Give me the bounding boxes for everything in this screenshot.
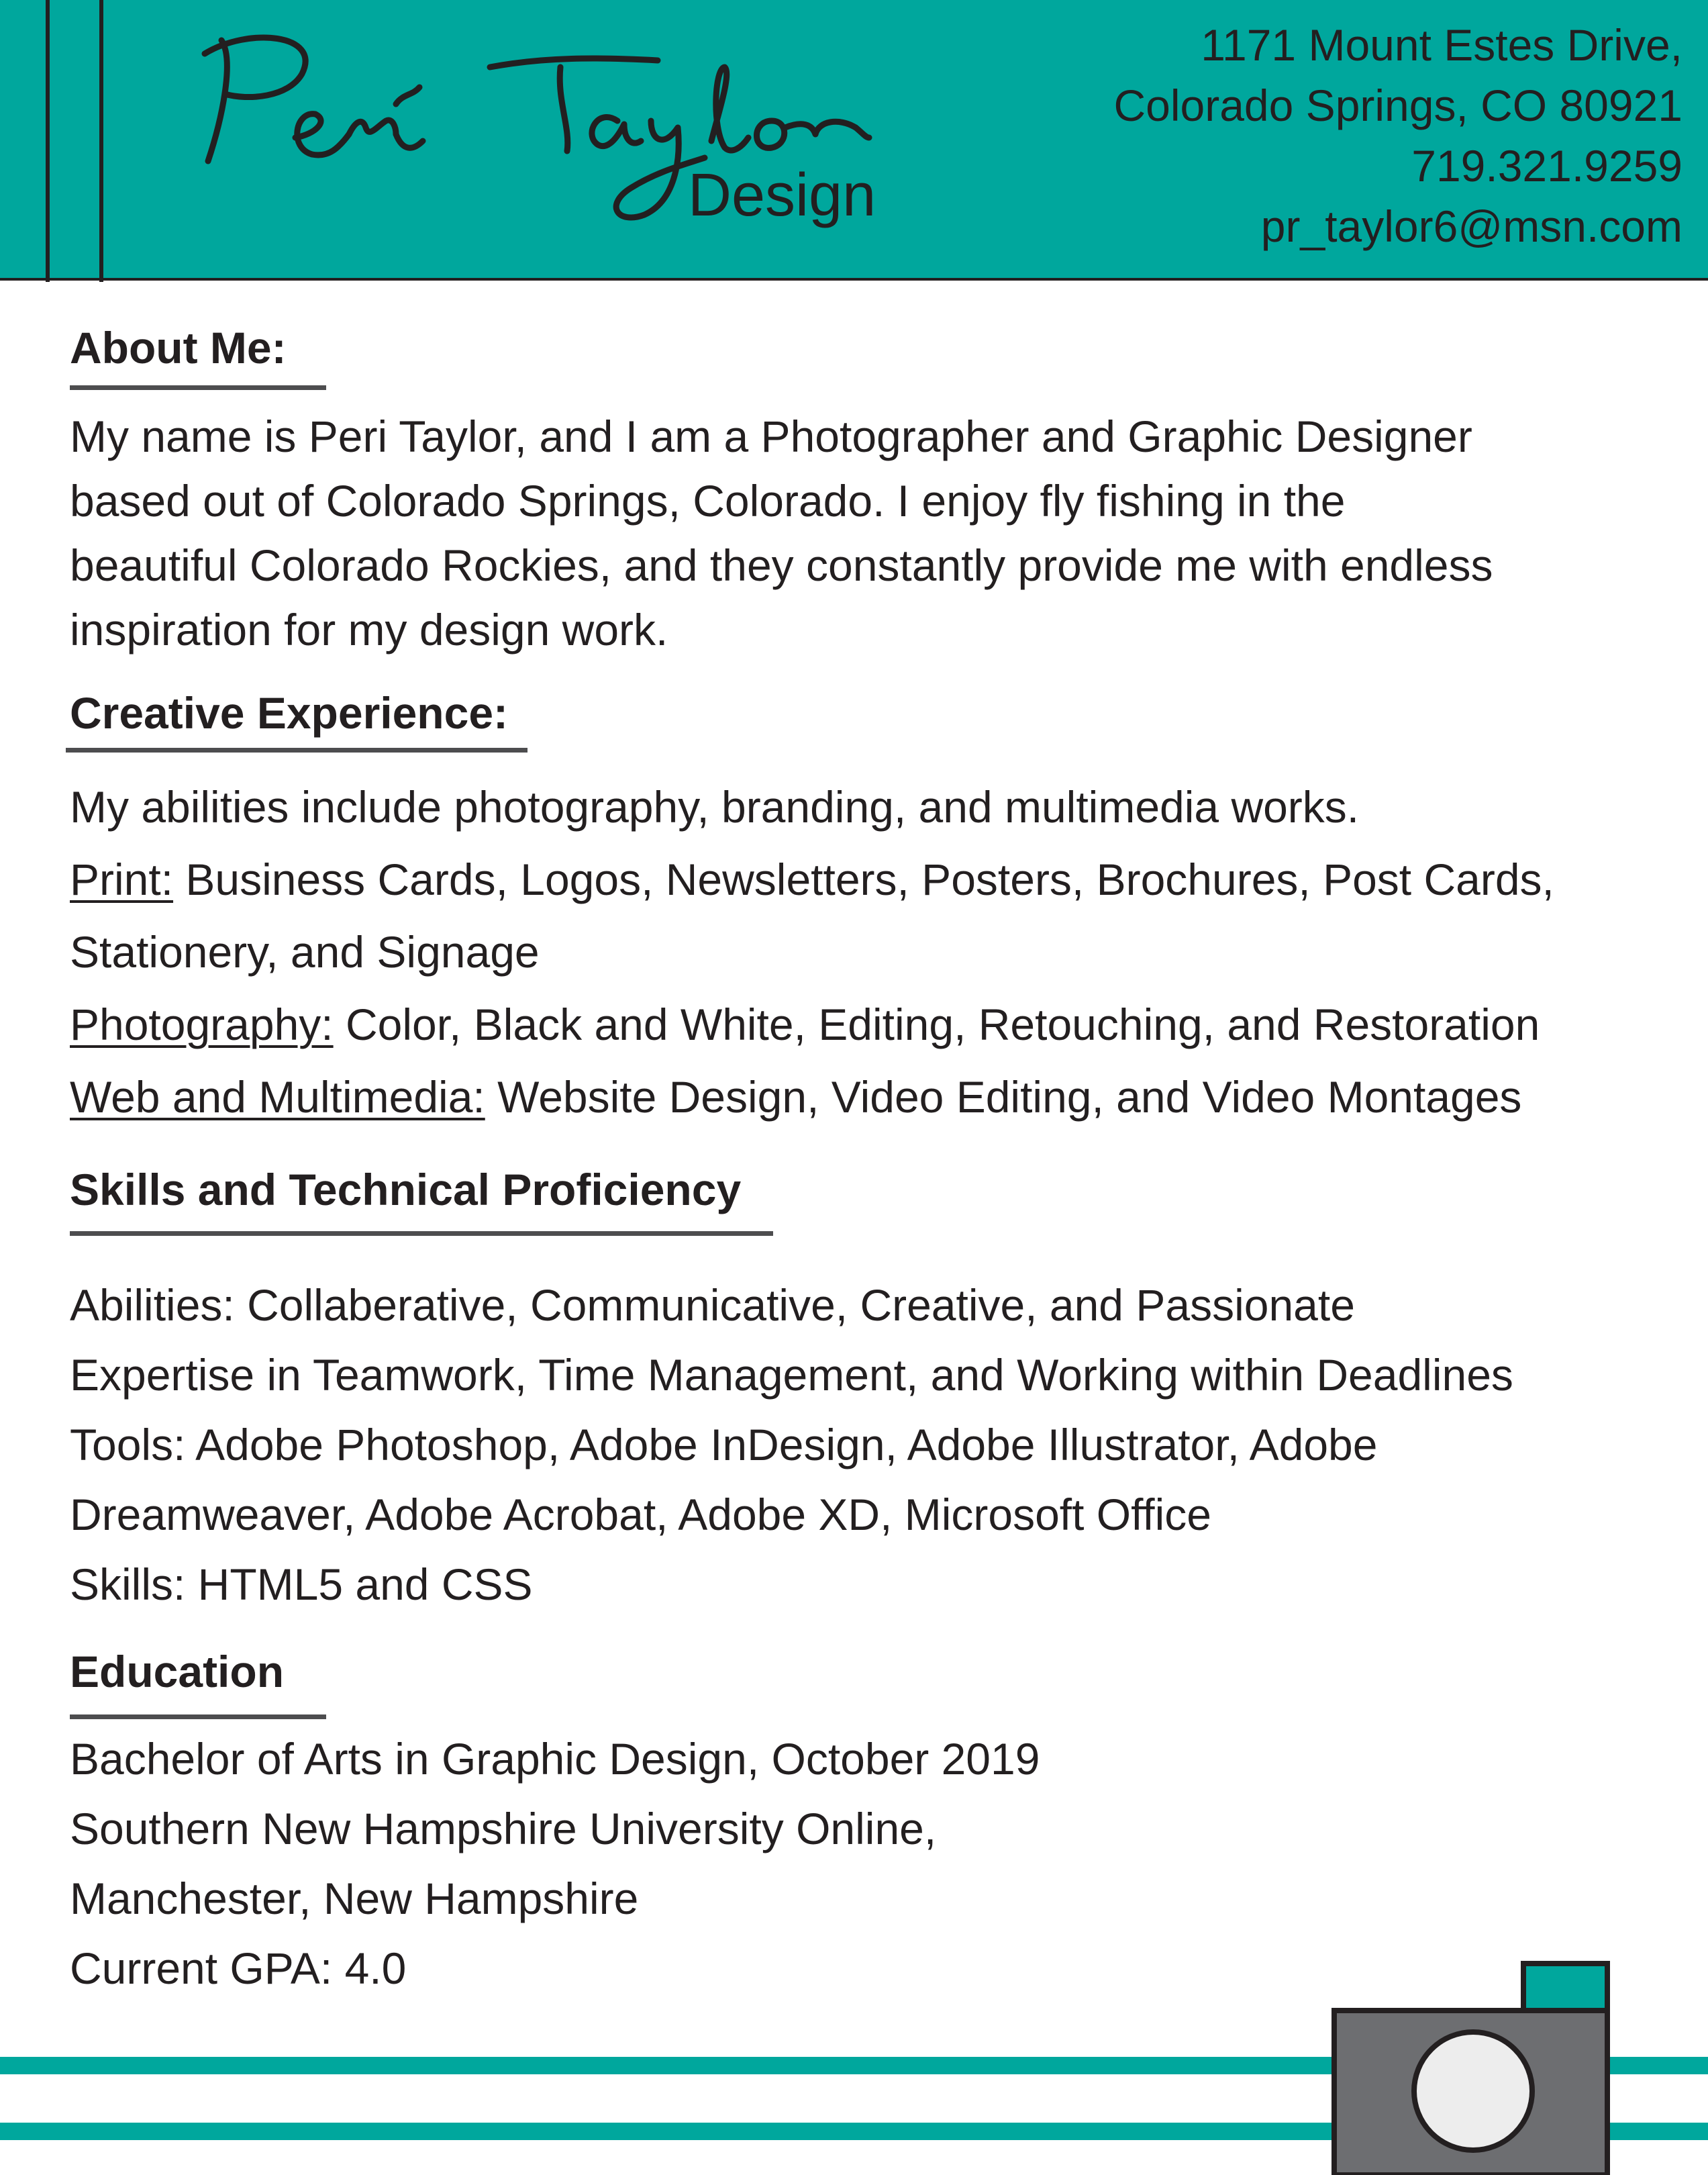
skills-title: Skills and Technical Proficiency xyxy=(70,1165,742,1214)
camera-icon xyxy=(1329,1957,1617,2175)
skills-line: Expertise in Teamwork, Time Management, and Working within Deadlines xyxy=(70,1350,1513,1400)
about-paragraph xyxy=(70,404,1493,662)
about-line: My name is Peri Taylor, and I am a Photographer and Graphic Designer xyxy=(70,412,1472,461)
skills-line: Skills: HTML5 and CSS xyxy=(70,1559,533,1609)
contact-block xyxy=(1114,15,1683,256)
skills-paragraph xyxy=(70,1270,1513,1619)
education-line: Southern New Hampshire University Online, xyxy=(70,1804,937,1853)
email-address: pr_taylor6@msn.com xyxy=(1260,201,1682,251)
experience-intro: My abilities include photography, branding, and multimedia works. xyxy=(70,782,1360,832)
education-line: Manchester, New Hampshire xyxy=(70,1874,639,1923)
education-line: Bachelor of Arts in Graphic Design, October 2019 xyxy=(70,1734,1040,1784)
address-line-2: Colorado Springs, CO 80921 xyxy=(1113,81,1682,130)
phone-number: 719.321.9259 xyxy=(1411,141,1682,191)
logo-subtitle: Design xyxy=(688,162,876,229)
experience-title: Creative Experience: xyxy=(70,688,509,738)
experience-underline xyxy=(66,748,528,753)
web-line xyxy=(70,1061,1554,1133)
skills-underline xyxy=(70,1231,773,1236)
web-label: Web and Multimedia: xyxy=(70,1072,485,1122)
about-underline xyxy=(70,385,326,390)
skills-line: Tools: Adobe Photoshop, Adobe InDesign, Adobe Illustrator, Adobe xyxy=(70,1420,1378,1469)
photography-text: Color, Black and White, Editing, Retouching, and Restoration xyxy=(333,1000,1540,1049)
photography-line xyxy=(70,988,1554,1061)
skills-line: Abilities: Collaberative, Communicative, Creative, and Passionate xyxy=(70,1280,1355,1330)
header-band xyxy=(0,0,1708,281)
about-line: based out of Colorado Springs, Colorado. I enjoy fly fishing in the xyxy=(70,476,1346,526)
print-label: Print: xyxy=(70,855,174,904)
print-line xyxy=(70,843,1554,916)
education-title: Education xyxy=(70,1647,285,1696)
skills-line: Dreamweaver, Adobe Acrobat, Adobe XD, Microsoft Office xyxy=(70,1490,1211,1539)
web-text: Website Design, Video Editing, and Video Montages xyxy=(485,1072,1522,1122)
logo-name xyxy=(0,0,1,1)
about-title: About Me: xyxy=(70,323,287,373)
print-text: Business Cards, Logos, Newsletters, Posters, Brochures, Post Cards, xyxy=(173,855,1554,904)
education-underline xyxy=(70,1714,326,1719)
experience-paragraph xyxy=(70,771,1554,1133)
about-line: beautiful Colorado Rockies, and they constantly provide me with endless xyxy=(70,540,1493,590)
print-line-continued: Stationery, and Signage xyxy=(70,927,540,977)
address-line-1: 1171 Mount Estes Drive, xyxy=(1201,20,1682,70)
about-line: inspiration for my design work. xyxy=(70,605,668,655)
header-divider-left xyxy=(46,0,50,282)
education-paragraph xyxy=(70,1724,1040,2003)
photography-label: Photography: xyxy=(70,1000,334,1049)
education-line: Current GPA: 4.0 xyxy=(70,1943,407,1993)
header-divider-right xyxy=(99,0,103,282)
